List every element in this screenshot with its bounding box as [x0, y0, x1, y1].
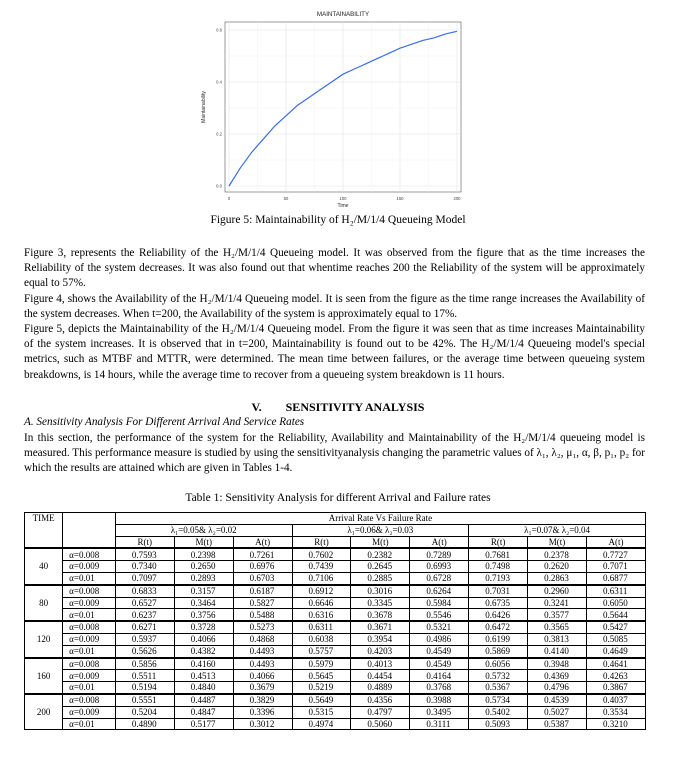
value-cell: 0.5869	[469, 645, 528, 657]
section-heading: V. SENSITIVITY ANALYSIS	[251, 400, 425, 414]
value-cell: 0.5427	[586, 621, 645, 633]
table-row	[25, 572, 646, 584]
time-cell: 40	[25, 548, 63, 584]
table-body	[25, 548, 646, 729]
value-cell: 0.3016	[351, 585, 410, 597]
value-cell: 0.5757	[292, 645, 351, 657]
table-row	[25, 670, 646, 682]
value-cell: 0.3867	[586, 682, 645, 694]
y-tick-label: 0.6	[216, 27, 222, 33]
table-row	[25, 609, 646, 621]
value-cell: 0.2645	[351, 561, 410, 573]
x-tick-label: 50	[283, 196, 289, 201]
value-cell: 0.7593	[115, 548, 174, 560]
value-cell: 0.6426	[469, 609, 528, 621]
value-cell: 0.7031	[469, 585, 528, 597]
super-header: Arrival Rate Vs Failure Rate	[115, 513, 645, 525]
table-row	[25, 706, 646, 718]
x-tick-label: 200	[453, 196, 461, 201]
value-cell: 0.4263	[586, 670, 645, 682]
value-cell: 0.4013	[351, 658, 410, 670]
time-cell: 120	[25, 621, 63, 657]
table-row	[25, 658, 646, 670]
param-cell: α=0.008	[63, 548, 116, 560]
value-cell: 0.2885	[351, 572, 410, 584]
measure-header: M(t)	[174, 536, 233, 548]
value-cell: 0.3577	[528, 609, 587, 621]
group-header-row	[25, 524, 646, 536]
param-cell: α=0.008	[63, 585, 116, 597]
value-cell: 0.5060	[351, 718, 410, 730]
param-cell: α=0.01	[63, 572, 116, 584]
value-cell: 0.5387	[528, 718, 587, 730]
group-header: λ₁=0.05& λ₂=0.02	[115, 524, 292, 536]
value-cell: 0.3534	[586, 706, 645, 718]
value-cell: 0.6833	[115, 585, 174, 597]
table-row	[25, 561, 646, 573]
value-cell: 0.6311	[292, 621, 351, 633]
x-tick-label: 0	[227, 196, 231, 201]
group-header: λ₁=0.06& λ₂=0.03	[292, 524, 469, 536]
value-cell: 0.7261	[233, 548, 292, 560]
value-cell: 0.7193	[469, 572, 528, 584]
value-cell: 0.5367	[469, 682, 528, 694]
y-tick-label: 0.2	[216, 131, 222, 137]
value-cell: 0.6237	[115, 609, 174, 621]
value-cell: 0.3756	[174, 609, 233, 621]
value-cell: 0.4796	[528, 682, 587, 694]
value-cell: 0.6056	[469, 658, 528, 670]
value-cell: 0.4797	[351, 706, 410, 718]
value-cell: 0.6264	[410, 585, 469, 597]
value-cell: 0.4549	[410, 645, 469, 657]
value-cell: 0.5732	[469, 670, 528, 682]
value-cell: 0.2382	[351, 548, 410, 560]
value-cell: 0.3679	[233, 682, 292, 694]
value-cell: 0.4641	[586, 658, 645, 670]
value-cell: 0.3495	[410, 706, 469, 718]
value-cell: 0.3948	[528, 658, 587, 670]
value-cell: 0.6050	[586, 597, 645, 609]
section-subheading: A. Sensitivity Analysis For Different Arrival And Service Rates	[24, 416, 305, 428]
value-cell: 0.5645	[292, 670, 351, 682]
measure-header-row	[25, 536, 646, 548]
value-cell: 0.6976	[233, 561, 292, 573]
value-cell: 0.7106	[292, 572, 351, 584]
value-cell: 0.4066	[233, 670, 292, 682]
value-cell: 0.4847	[174, 706, 233, 718]
value-cell: 0.5511	[115, 670, 174, 682]
value-cell: 0.7602	[292, 548, 351, 560]
table-row	[25, 585, 646, 597]
value-cell: 0.3954	[351, 633, 410, 645]
x-tick-label: 100	[339, 196, 347, 201]
value-cell: 0.6728	[410, 572, 469, 584]
value-cell: 0.6735	[469, 597, 528, 609]
table-row	[25, 548, 646, 560]
value-cell: 0.3157	[174, 585, 233, 597]
x-tick-label: 150	[396, 196, 404, 201]
y-axis-label: Maintainability	[201, 91, 207, 123]
value-cell: 0.7340	[115, 561, 174, 573]
table-row	[25, 718, 646, 730]
measure-header: R(t)	[115, 536, 174, 548]
body-paragraphs	[24, 246, 645, 383]
value-cell: 0.7071	[586, 561, 645, 573]
param-cell: α=0.009	[63, 670, 116, 682]
paragraph-figure4: Figure 4, shows the Availability of the H₂/M/1/4 Queueing model. It is seen from the figure as the time range increases the Availability of the system decreases. When t=200, the Availability of the system is approximately equal to 17%.	[24, 292, 645, 320]
measure-header: A(t)	[410, 536, 469, 548]
value-cell: 0.6271	[115, 621, 174, 633]
value-cell: 0.5488	[233, 609, 292, 621]
param-cell: α=0.008	[63, 621, 116, 633]
param-cell: α=0.009	[63, 706, 116, 718]
measure-header: M(t)	[351, 536, 410, 548]
table-row	[25, 694, 646, 706]
value-cell: 0.5321	[410, 621, 469, 633]
value-cell: 0.4890	[115, 718, 174, 730]
value-cell: 0.3813	[528, 633, 587, 645]
param-header	[63, 513, 116, 549]
value-cell: 0.5093	[469, 718, 528, 730]
value-cell: 0.4649	[586, 645, 645, 657]
value-cell: 0.7498	[469, 561, 528, 573]
x-axis-label: Time	[337, 203, 349, 209]
value-cell: 0.4037	[586, 694, 645, 706]
value-cell: 0.4549	[410, 658, 469, 670]
time-header: TIME	[25, 513, 63, 549]
value-cell: 0.4203	[351, 645, 410, 657]
value-cell: 0.7289	[410, 548, 469, 560]
value-cell: 0.5027	[528, 706, 587, 718]
value-cell: 0.7439	[292, 561, 351, 573]
y-tick-label: 0.4	[216, 79, 222, 85]
time-cell: 160	[25, 658, 63, 694]
value-cell: 0.5219	[292, 682, 351, 694]
time-cell: 80	[25, 585, 63, 621]
param-cell: α=0.009	[63, 561, 116, 573]
value-cell: 0.3345	[351, 597, 410, 609]
value-cell: 0.2620	[528, 561, 587, 573]
value-cell: 0.6703	[233, 572, 292, 584]
maintainability-chart	[195, 8, 473, 214]
table-row	[25, 633, 646, 645]
value-cell: 0.5194	[115, 682, 174, 694]
table-row	[25, 597, 646, 609]
paragraph-figure5: Figure 5, depicts the Maintainability of the H₂/M/1/4 Queueing model. From the figure it was seen that as time increases Maintainability of the system increases. It is observed that in t=200, Maintainability is found out to be 42%. The H₂/M/1/4 Queueing model's special metrics, such as MTBF and MTTR, were determined. The mean time between failures, or the average time between queueing system breakdowns, is 14 hours, while the average time to recover from a queueing system breakdown is 11 hours.	[24, 323, 645, 381]
table-row	[25, 682, 646, 694]
value-cell: 0.5937	[115, 633, 174, 645]
value-cell: 0.3671	[351, 621, 410, 633]
value-cell: 0.7727	[586, 548, 645, 560]
value-cell: 0.4066	[174, 633, 233, 645]
section-text: In this section, the performance of the system for the Reliability, Availability and Maintainability of the H₂/M/1/4 queueing model is measured. This performance measure is studied by using the sensitivityanalysis changing the parametric values of λ₁, λ₂, μ₁, α, β, p₁, p₂ for which the results are attained which are given in Tables 1-4.	[24, 432, 645, 475]
value-cell: 0.5984	[410, 597, 469, 609]
value-cell: 0.4493	[233, 645, 292, 657]
value-cell: 0.6472	[469, 621, 528, 633]
value-cell: 0.7681	[469, 548, 528, 560]
table-caption: Table 1: Sensitivity Analysis for different Arrival and Failure rates	[185, 492, 491, 504]
value-cell: 0.6311	[586, 585, 645, 597]
param-cell: α=0.008	[63, 658, 116, 670]
value-cell: 0.2863	[528, 572, 587, 584]
value-cell: 0.5315	[292, 706, 351, 718]
value-cell: 0.6199	[469, 633, 528, 645]
sensitivity-table	[24, 512, 646, 730]
param-cell: α=0.01	[63, 682, 116, 694]
value-cell: 0.4356	[351, 694, 410, 706]
value-cell: 0.4454	[351, 670, 410, 682]
param-cell: α=0.01	[63, 609, 116, 621]
value-cell: 0.6527	[115, 597, 174, 609]
value-cell: 0.4974	[292, 718, 351, 730]
value-cell: 0.4382	[174, 645, 233, 657]
value-cell: 0.2960	[528, 585, 587, 597]
value-cell: 0.5856	[115, 658, 174, 670]
value-cell: 0.3728	[174, 621, 233, 633]
param-cell: α=0.01	[63, 645, 116, 657]
measure-header: A(t)	[586, 536, 645, 548]
value-cell: 0.5177	[174, 718, 233, 730]
figure-caption: Figure 5: Maintainability of H₂/M/1/4 Queueing Model	[210, 214, 466, 226]
value-cell: 0.3396	[233, 706, 292, 718]
value-cell: 0.6038	[292, 633, 351, 645]
value-cell: 0.2398	[174, 548, 233, 560]
value-cell: 0.4487	[174, 694, 233, 706]
value-cell: 0.5626	[115, 645, 174, 657]
value-cell: 0.4840	[174, 682, 233, 694]
value-cell: 0.2893	[174, 572, 233, 584]
table-row	[25, 645, 646, 657]
value-cell: 0.4140	[528, 645, 587, 657]
value-cell: 0.5402	[469, 706, 528, 718]
value-cell: 0.4986	[410, 633, 469, 645]
value-cell: 0.3829	[233, 694, 292, 706]
value-cell: 0.3210	[586, 718, 645, 730]
measure-header: M(t)	[528, 536, 587, 548]
value-cell: 0.3988	[410, 694, 469, 706]
value-cell: 0.5546	[410, 609, 469, 621]
value-cell: 0.3768	[410, 682, 469, 694]
value-cell: 0.5644	[586, 609, 645, 621]
group-header: λ₁=0.07& λ₂=0.04	[469, 524, 646, 536]
value-cell: 0.4868	[233, 633, 292, 645]
value-cell: 0.3565	[528, 621, 587, 633]
table-row	[25, 621, 646, 633]
value-cell: 0.4513	[174, 670, 233, 682]
measure-header: R(t)	[292, 536, 351, 548]
value-cell: 0.5204	[115, 706, 174, 718]
value-cell: 0.3464	[174, 597, 233, 609]
value-cell: 0.6646	[292, 597, 351, 609]
value-cell: 0.4889	[351, 682, 410, 694]
time-cell: 200	[25, 694, 63, 730]
value-cell: 0.3111	[410, 718, 469, 730]
value-cell: 0.4164	[410, 670, 469, 682]
value-cell: 0.5827	[233, 597, 292, 609]
value-cell: 0.5085	[586, 633, 645, 645]
y-tick-label: 0.0	[216, 183, 222, 189]
value-cell: 0.4493	[233, 658, 292, 670]
value-cell: 0.2650	[174, 561, 233, 573]
value-cell: 0.6877	[586, 572, 645, 584]
value-cell: 0.2378	[528, 548, 587, 560]
value-cell: 0.5551	[115, 694, 174, 706]
value-cell: 0.5649	[292, 694, 351, 706]
value-cell: 0.4160	[174, 658, 233, 670]
value-cell: 0.3241	[528, 597, 587, 609]
measure-header: R(t)	[469, 536, 528, 548]
value-cell: 0.6993	[410, 561, 469, 573]
paragraph-figure3: Figure 3, represents the Reliability of the H₂/M/1/4 Queueing model. It was observed from the figure that as the time increases the Reliability of the system decreases. It was also found out that whentime reaches 200 the Reliability of the system will be approximately equal to 57%.	[24, 247, 645, 290]
value-cell: 0.5273	[233, 621, 292, 633]
value-cell: 0.5734	[469, 694, 528, 706]
chart-title: MAINTAINABILITY	[316, 11, 370, 18]
value-cell: 0.7097	[115, 572, 174, 584]
value-cell: 0.6912	[292, 585, 351, 597]
value-cell: 0.6316	[292, 609, 351, 621]
value-cell: 0.3678	[351, 609, 410, 621]
value-cell: 0.5979	[292, 658, 351, 670]
param-cell: α=0.009	[63, 597, 116, 609]
value-cell: 0.4539	[528, 694, 587, 706]
value-cell: 0.4369	[528, 670, 587, 682]
param-cell: α=0.009	[63, 633, 116, 645]
param-cell: α=0.01	[63, 718, 116, 730]
value-cell: 0.6187	[233, 585, 292, 597]
value-cell: 0.3012	[233, 718, 292, 730]
param-cell: α=0.008	[63, 694, 116, 706]
measure-header: A(t)	[233, 536, 292, 548]
